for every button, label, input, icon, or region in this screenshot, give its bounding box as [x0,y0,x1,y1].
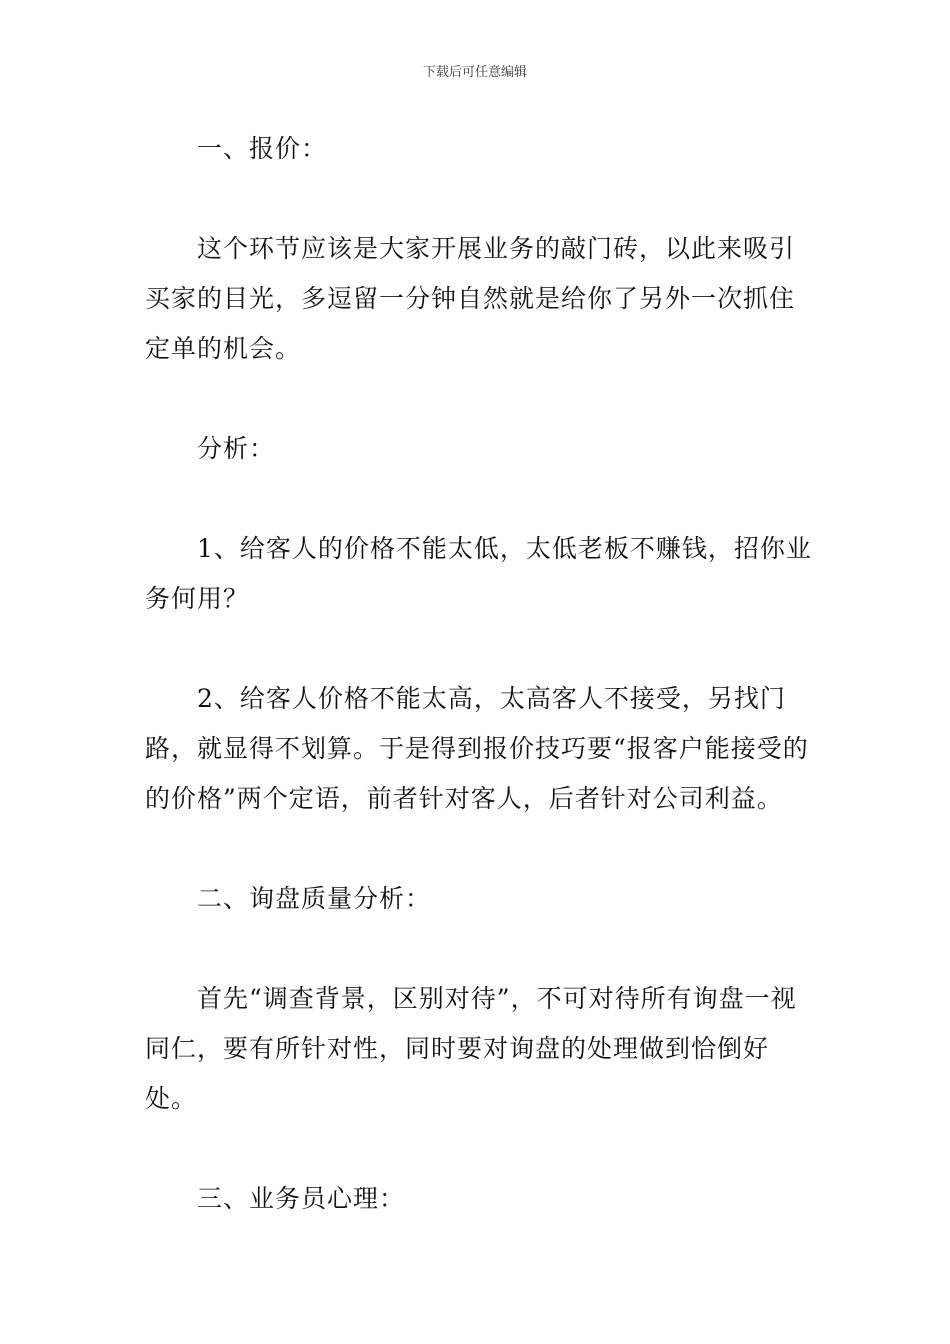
section-heading-analysis: 分析： [197,434,276,463]
paragraph-gap [145,174,815,224]
section-heading-inquiry-quality: 二、询盘质量分析： [197,884,432,913]
paragraph-gap [145,1124,815,1174]
paragraph-gap [145,924,815,974]
section-heading-quote: 一、报价： [197,134,328,163]
paragraph-gap [145,824,815,874]
paragraph-quote-intro: 这个环节应该是大家开展业务的敲门砖，以此来吸引买家的目光，多逗留一分钟自然就是给你了另外一次抓住定单的机会。 [145,234,796,363]
paragraph-gap [145,624,815,674]
page-header: 下载后可任意编辑 [422,65,527,80]
paragraph-gap [145,474,815,524]
paragraph-point-1: 1、给客人的价格不能太低，太低老板不赚钱，招你业务何用？ [145,534,812,613]
document-body [145,124,815,1224]
section-heading-salesperson-psychology: 三、业务员心理： [197,1184,406,1213]
paragraph-point-2: 2、给客人价格不能太高，太高客人不接受，另找门路，就显得不划算。于是得到报价技巧要“报客户能接受的的价格”两个定语，前者针对客人，后者针对公司利益。 [145,684,809,813]
paragraph-gap [145,374,815,424]
paragraph-inquiry-handling: 首先“调查背景，区别对待”，不可对待所有询盘一视同仁，要有所针对性，同时要对询盘的处理做到恰倒好处。 [145,984,797,1113]
